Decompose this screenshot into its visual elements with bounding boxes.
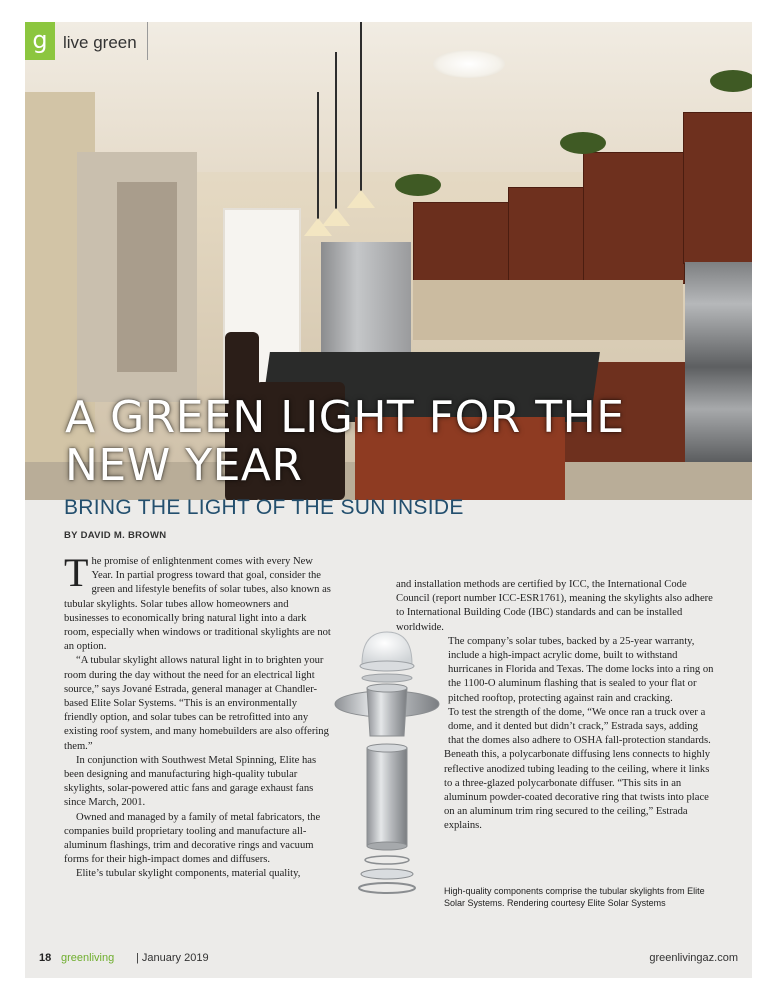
pendant-lamp	[347, 190, 375, 208]
byline: BY DAVID M. BROWN	[64, 530, 167, 541]
headline	[65, 394, 705, 490]
section-logo: g	[25, 22, 55, 60]
headline-line-1: A GREEN LIGHT FOR THE	[65, 392, 625, 443]
page-number: 18	[39, 952, 52, 964]
hallway-interior	[117, 182, 177, 372]
website-url: greenlivingaz.com	[649, 952, 738, 964]
plant-decor	[395, 174, 441, 196]
section-label: live green	[59, 22, 148, 60]
image-caption: High-quality components comprise the tubular skylights from Elite Solar Systems. Rendering courtesy Elite Solar Systems	[444, 886, 705, 908]
body-paragraph: Elite’s tubular skylight components, material quality,	[76, 868, 301, 880]
refrigerator	[321, 242, 411, 362]
pendant-cord	[360, 22, 362, 194]
drop-cap: T	[64, 550, 89, 595]
upper-cabinet	[683, 112, 752, 264]
issue-date: | January 2019	[136, 952, 209, 964]
body-column-1	[64, 550, 332, 882]
body-paragraph: and installation methods are certified by ICC, the International Code Council (report number ICC-ESR1761), meaning the skylights also adhere to International Building Code (IBC) standards and can be installed worldwide.	[396, 579, 713, 633]
plant-decor	[710, 70, 752, 92]
magazine-name: greenliving	[61, 952, 115, 964]
body-paragraph: The promise of enlightenment comes with every New Year. In partial progress toward that goal, consider the green and lifestyle benefits of solar tubes, also known as tubular skylights. Solar tubes allow homeowners and businesses to economically bring natural light into a dark room, especially when windows or traditional skylights are not an option.	[64, 550, 331, 653]
headline-line-2: NEW YEAR	[65, 440, 303, 491]
backsplash	[413, 280, 683, 340]
plant-decor	[560, 132, 606, 154]
subhead: BRING THE LIGHT OF THE SUN INSIDE	[64, 496, 464, 519]
body-paragraph: To test the strength of the dome, “We once ran a truck over a dome, and it dented but didn’t crack,” Estrada says, adding that the domes also adhere to OSHA fall-protection standards.	[448, 706, 711, 747]
ceiling-skylight	[433, 50, 505, 78]
pendant-cord	[335, 52, 337, 212]
upper-cabinet	[413, 202, 510, 284]
body-paragraph: “A tubular skylight allows natural light in to brighten your room during the day without the need for an electrical light source,” says Jované Estrada, general manager at Chandler-based Elite Solar Systems. “This is an environmentally friendly option, and solar tubes can be retrofitted into any existing roof system, and many homebuilders are also offering them.”	[64, 655, 329, 752]
pendant-lamp	[322, 208, 350, 226]
body-paragraph: Owned and managed by a family of metal fabricators, the companies build proprietary tooling and manufacture all-aluminum flashings, trim and decorative rings and vacuum forms for their high-impact domes and diffusers.	[64, 811, 321, 866]
kitchen-photo	[25, 22, 752, 500]
pendant-cord	[317, 92, 319, 222]
body-paragraph: Beneath this, a polycarbonate diffusing lens connects to highly reflective anodized tubing leading to the ceiling, where it links to a three-glazed polycarbonate diffuser. “This sits in an aluminum powder-coated decorative ring that twists into place on an aluminum trim ring secured to the ceiling,” Estrada explains.	[444, 749, 711, 832]
body-column-2	[396, 578, 714, 834]
upper-cabinet	[583, 152, 685, 284]
magazine-page	[25, 22, 752, 978]
body-paragraph: In conjunction with Southwest Metal Spinning, Elite has been designing and manufacturing high-quality tubular skylights, solar-powered attic fans and garage exhaust fans since March, 2001.	[64, 754, 317, 809]
body-paragraph: The company’s solar tubes, backed by a 25-year warranty, include a high-impact acrylic dome, built to withstand hurricanes in Florida and Texas. The dome locks into a ring on the 1100-O aluminum flashing that is sealed to your flat or pitched rooftop, protecting against rain and cracking.	[448, 635, 714, 704]
upper-cabinet	[508, 187, 585, 284]
